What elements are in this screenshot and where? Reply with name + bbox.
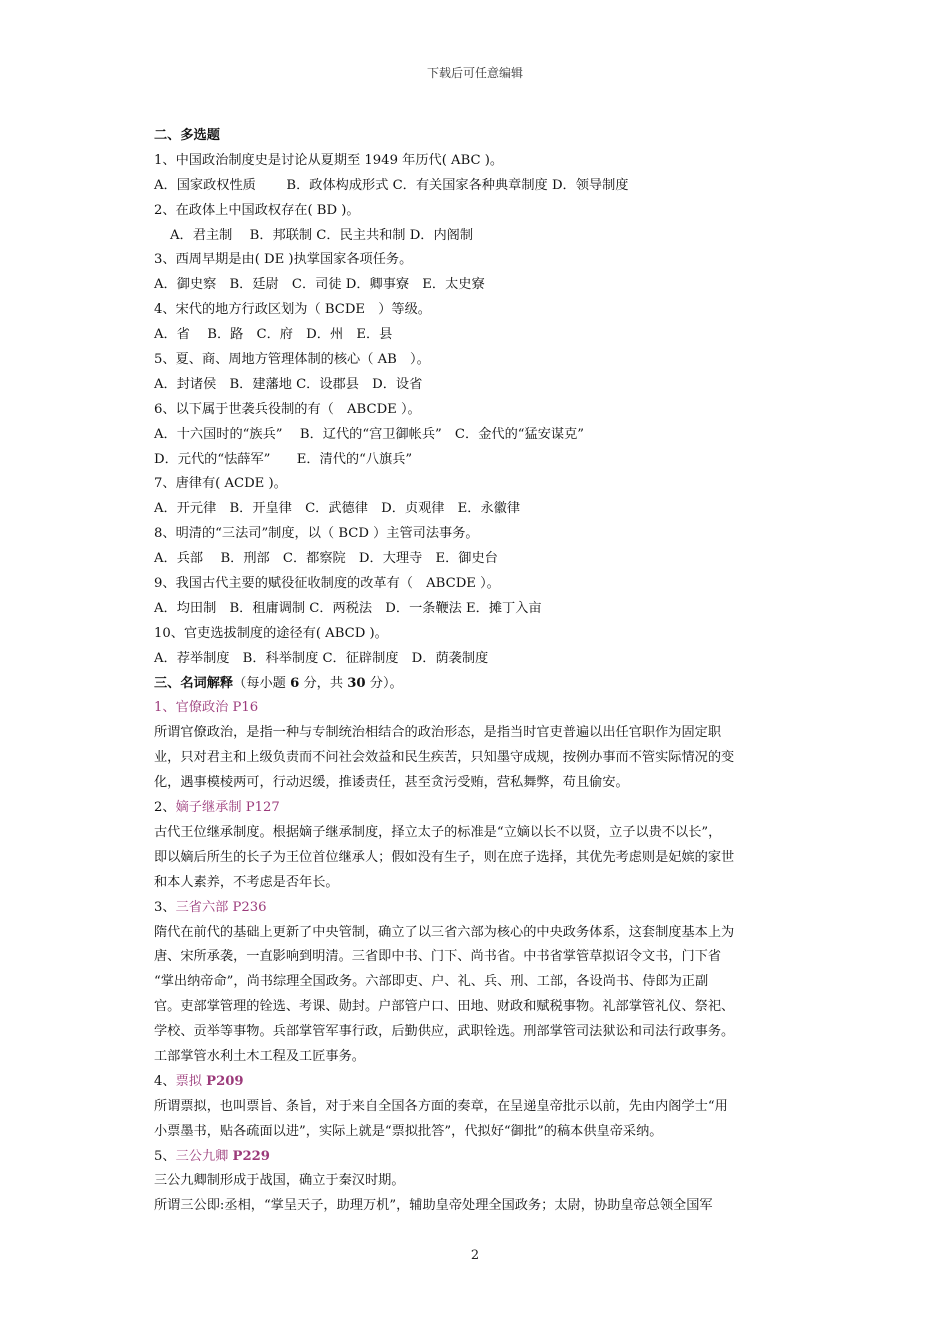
question-10: 10、官吏选拔制度的途径有( ABCD )。 <box>154 625 388 641</box>
term-name: 嫡子继承制 P127 <box>175 800 280 816</box>
term-number: 3、 <box>154 899 176 915</box>
question-2: 2、在政体上中国政权存在( BD )。 <box>154 202 360 218</box>
terms-heading-title: 三、名词解释 <box>154 675 234 691</box>
question-9: 9、我国古代主要的赋役征收制度的改革有（ ABCDE ）。 <box>154 576 500 592</box>
term-2-line-3: 和本人素养，不考虑是否年长。 <box>154 874 339 890</box>
term-2-line-1: 古代王位继承制度。根据嫡子继承制度，择立太子的标准是“立嫡以长不以贤，立子以贵不以长”， <box>154 824 722 840</box>
term-1-line-3: 化，遇事模棱两可，行动迟缓，推诿责任，甚至贪污受贿，营私舞弊，苟且偷安。 <box>154 775 629 791</box>
term-title-2 <box>154 796 794 821</box>
term-number: 1、 <box>154 700 176 716</box>
options-7: A．开元律 B．开皇律 C．武德律 D．贞观律 E．永徽律 <box>154 501 521 517</box>
section-heading-terms <box>154 672 794 697</box>
term-5-line-2: 所谓三公即:丞相，“掌呈天子，助理万机”，辅助皇帝处理全国政务；太尉，协助皇帝总领全国军 <box>154 1198 713 1214</box>
options-2: A．君主制 B．邦联制 C．民主共和制 D．内阁制 <box>170 227 474 243</box>
term-3-line-5: 学校、贡举等事物。兵部掌管军事行政，后勤供应，武职铨选。刑部掌管司法狱讼和司法行政事务。 <box>154 1024 735 1040</box>
terms-heading-text-1: （每小题 <box>233 675 291 691</box>
options-3: A．御史察 B．廷尉 C．司徒 D．卿事寮 E．太史寮 <box>154 277 485 293</box>
term-name: 官僚政治 P16 <box>175 700 259 716</box>
term-1-line-1: 所谓官僚政治，是指一种与专制统治相结合的政治形态，是指当时官吏普遍以出任官职作为固定职 <box>154 725 722 741</box>
terms-heading-total: 30 <box>347 675 366 691</box>
options-4: A．省 B．路 C．府 D．州 E．县 <box>154 327 393 343</box>
term-title-4 <box>154 1070 794 1095</box>
term-3-line-3: “掌出纳帝命”，尚书综理全国政务。六部即吏、户、礼、兵、刑、工部，各设尚书、侍郎为正副 <box>154 974 709 990</box>
page-number: 2 <box>470 1248 480 1263</box>
term-title-3 <box>154 896 794 921</box>
question-5: 5、夏、商、周地方管理体制的核心（ AB ）。 <box>154 352 430 368</box>
term-name: 三公九卿 <box>175 1148 233 1164</box>
term-number: 4、 <box>154 1073 176 1089</box>
term-4-line-1: 所谓票拟，也叫票旨、条旨，对于来自全国各方面的奏章，在呈递皇帝批示以前，先由内阁学士“用 <box>154 1098 728 1114</box>
section-heading-multiple-choice: 二、多选题 <box>154 128 220 143</box>
term-5-line-1: 三公九卿制形成于战国，确立于秦汉时期。 <box>154 1173 405 1189</box>
term-title-5 <box>154 1145 794 1170</box>
term-3-line-6: 工部掌管水利土木工程及工匠事务。 <box>154 1048 365 1064</box>
terms-heading-score: 6 <box>290 675 300 691</box>
term-title-1 <box>154 696 794 721</box>
terms-heading-text-3: 分）。 <box>365 675 403 691</box>
options-5: A．封诸侯 B．建藩地 C．设郡县 D．设省 <box>154 376 423 392</box>
term-number: 2、 <box>154 800 176 816</box>
term-name: 票拟 <box>175 1073 207 1089</box>
options-1: A．国家政权性质 B．政体构成形式 C．有关国家各种典章制度 D．领导制度 <box>154 177 629 193</box>
question-8: 8、明清的“三法司”制度，以（ BCD ）主管司法事务。 <box>154 526 479 542</box>
term-3-line-4: 官。吏部掌管理的铨选、考课、勋封。户部管户口、田地、财政和赋税事物。礼部掌管礼仪、祭祀、 <box>154 999 735 1015</box>
term-page-ref: P209 <box>206 1073 244 1089</box>
term-page-ref: P229 <box>232 1148 270 1164</box>
document-body <box>154 124 794 1219</box>
options-10: A．荐举制度 B．科举制度 C．征辟制度 D．荫袭制度 <box>154 650 489 666</box>
options-6-cont: D．元代的“怯薛军” E．清代的“八旗兵” <box>154 451 413 467</box>
question-6: 6、以下属于世袭兵役制的有（ ABCDE ）。 <box>154 401 421 417</box>
term-3-line-1: 隋代在前代的基础上更新了中央管制，确立了以三省六部为核心的中央政务体系，这套制度基本上为 <box>154 924 735 940</box>
term-number: 5、 <box>154 1148 176 1164</box>
question-3: 3、西周早期是由( DE )执掌国家各项任务。 <box>154 252 413 268</box>
term-name: 三省六部 P236 <box>175 899 267 915</box>
question-1: 1、中国政治制度史是讨论从夏期至 1949 年历代( ABC )。 <box>154 152 504 168</box>
term-4-line-2: 小票墨书，贴各疏面以进”，实际上就是“票拟批答”，代拟好“御批”的稿本供皇帝采纳。 <box>154 1123 663 1139</box>
question-7: 7、唐律有( ACDE )。 <box>154 476 287 492</box>
term-3-line-2: 唐、宋所承袭，一直影响到明清。三省即中书、门下、尚书省。中书省掌管草拟诏令文书，门下省 <box>154 949 722 965</box>
page-header: 下载后可任意编辑 <box>426 66 523 80</box>
question-4: 4、宋代的地方行政区划为（ BCDE ）等级。 <box>154 302 431 318</box>
term-2-line-2: 即以嫡后所生的长子为王位首位继承人；假如没有生子，则在庶子选择，其优先考虑则是妃嫔的家世 <box>154 849 735 865</box>
term-1-line-2: 业，只对君主和上级负责而不问社会效益和民生疾苦，只知墨守成规，按例办事而不管实际情况的变 <box>154 750 735 766</box>
options-6: A．十六国时的“族兵” B．辽代的“宫卫御帐兵” C．金代的“猛安谋克” <box>154 426 585 442</box>
options-8: A．兵部 B．刑部 C．都察院 D．大理寺 E．御史台 <box>154 551 498 567</box>
terms-heading-text-2: 分，共 <box>299 675 348 691</box>
options-9: A．均田制 B．租庸调制 C．两税法 D．一条鞭法 E．摊丁入亩 <box>154 600 542 616</box>
